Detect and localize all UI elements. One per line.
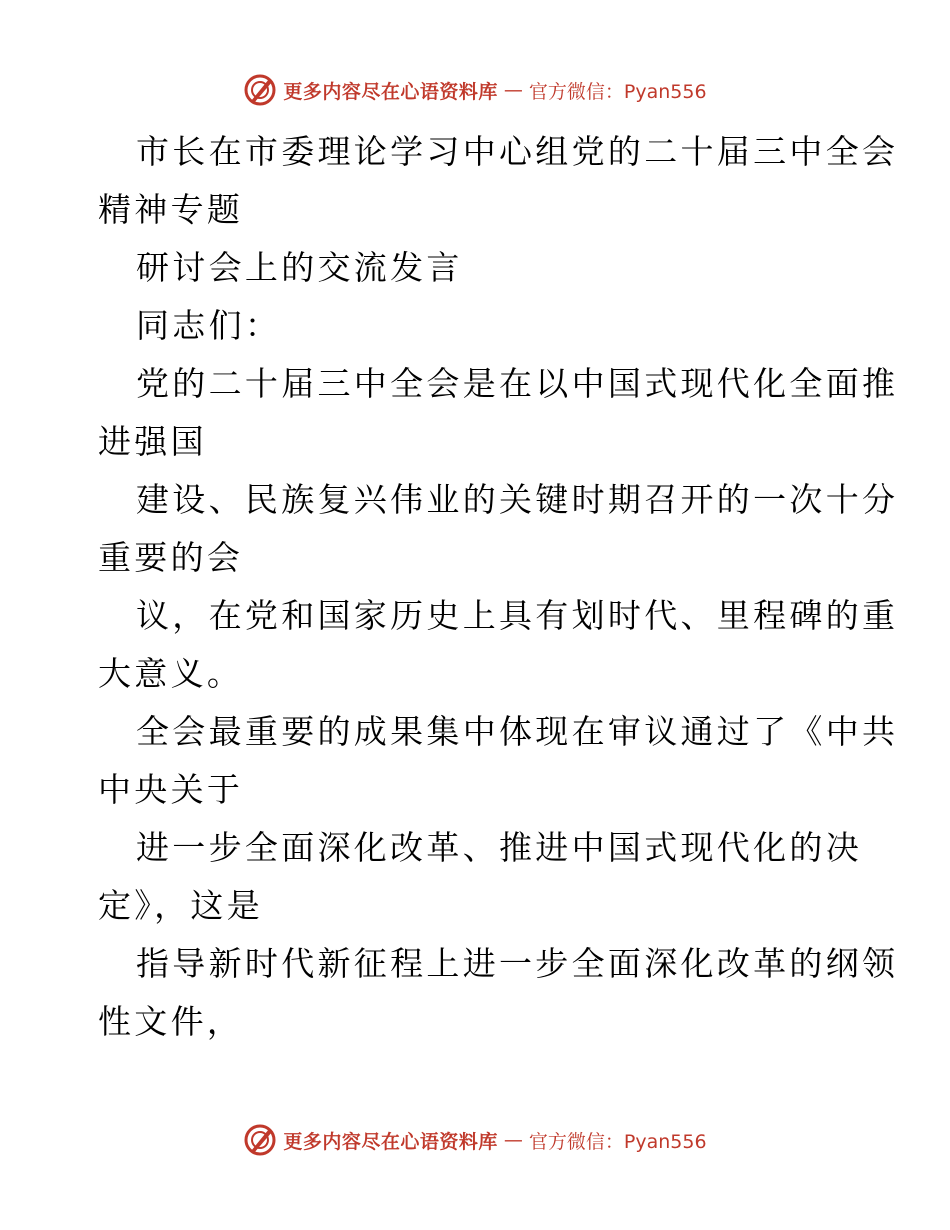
text-line: 定》，这是	[98, 886, 263, 925]
pen-logo-icon	[243, 1123, 277, 1157]
text-line: 全会最重要的成果集中体现在审议通过了《中共	[136, 712, 899, 751]
text-line: 指导新时代新征程上进一步全面深化改革的纲领	[136, 944, 899, 983]
watermark-dash: —	[503, 79, 523, 101]
watermark-banner-top	[0, 70, 950, 110]
text-line: 精神专题	[98, 190, 244, 229]
watermark-wechat: 官方微信：Pyan556	[528, 1130, 707, 1153]
text-line: 性文件，	[98, 1002, 244, 1041]
text-line: 同志们：	[136, 306, 282, 345]
watermark-dash: —	[503, 1129, 523, 1151]
pen-logo-icon	[243, 73, 277, 107]
text-line: 中央关于	[98, 770, 244, 809]
text-line: 进强国	[98, 422, 207, 461]
text-line: 研讨会上的交流发言	[136, 248, 463, 287]
text-line: 建设、民族复兴伟业的关键时期召开的一次十分	[136, 480, 899, 519]
document-body	[98, 123, 899, 1051]
text-line: 市长在市委理论学习中心组党的二十届三中全会	[136, 132, 899, 171]
text-line: 大意义。	[98, 654, 244, 693]
watermark-label: 更多内容尽在心语资料库	[283, 1130, 498, 1153]
watermark-wechat: 官方微信：Pyan556	[528, 80, 707, 103]
text-line: 重要的会	[98, 538, 244, 577]
watermark-banner-bottom	[0, 1120, 950, 1160]
text-line: 进一步全面深化改革、推进中国式现代化的决	[136, 828, 862, 867]
text-line: 议，在党和国家历史上具有划时代、里程碑的重	[136, 596, 899, 635]
watermark-label: 更多内容尽在心语资料库	[283, 80, 498, 103]
text-line: 党的二十届三中全会是在以中国式现代化全面推	[136, 364, 899, 403]
